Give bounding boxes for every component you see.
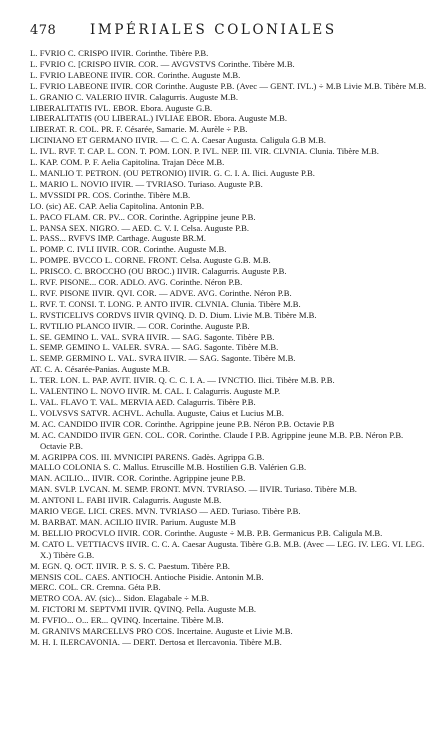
list-item: L. FVRIO LABEONE IIVIR. COR. Corinthe. Auguste M.B. — [30, 69, 241, 80]
list-item: L. VALENTINO L. NOVO IIVIR. M. CAL. I. Calagurris. Auguste M.P. — [30, 386, 281, 397]
list-item: M. AC. CANDIDO IIVIR GEN. COL. COR. Corinthe. Claude I P.B. Agrippine jeune M.B. P.B. Néron P.B. Octavie P.B. — [30, 429, 404, 451]
list-item: L. FVRIO LABEONE IIVIR. COR Corinthe. Auguste P.B. (Avec — GENT. IVL.) ÷ M.B Livie M.B. Tibère M.B. — [30, 80, 427, 91]
list-item: L. MANLIO T. PETRON. (OU PETRONIO) IIVIR. G. C. I. A. Ilici. Auguste P.B. — [30, 167, 315, 178]
list-item: L. POMPE. BVCCO L. CORNE. FRONT. Celsa. Auguste G.B. M.B. — [30, 255, 271, 266]
list-item: L. FVRIO C. CRISPO IIVIR. Corinthe. Tibère P.B. — [30, 48, 209, 58]
list-item: MAN. ACILIO... IIVIR. COR. Corinthe. Agrippine jeune P.B. — [30, 473, 246, 484]
list-item: MERC. COL. CR. Cremna. Géta P.B. — [30, 582, 161, 593]
list-item: L. POMP. C. IVLI IIVIR. COR. Corinthe. Auguste M.B. — [30, 244, 227, 255]
list-item: AT. C. A. Césarée-Panias. Auguste M.B. — [30, 364, 170, 375]
list-item: L. MVSSIDI PR. COS. Corinthe. Tibère M.B. — [30, 189, 191, 200]
list-item: M. BELLIO PROCVLO IIVIR. COR. Corinthe. Auguste ÷ M.B. P.B. Germanicus P.B. Caligula M.B. — [30, 527, 383, 538]
list-item: LICINIANO ET GERMANO IIVIR. — C. C. A. Caesar Augusta. Caligula G.B M.B. — [30, 135, 326, 146]
list-item: MENSIS COL. CAES. ANTIOCH. Antioche Pisidie. Antonin M.B. — [30, 571, 264, 582]
list-item: L. PRISCO. C. BROCCHO (OU BROC.) IIVIR. Calagurris. Auguste P.B. — [30, 266, 287, 277]
page-header — [30, 22, 432, 42]
list-item: L. PACO FLAM. CR. PV... COR. Corinthe. Agrippine jeune P.B. — [30, 211, 256, 222]
list-item: L. SEMP. GEMINO L. VALER. SVRA. — SAG. Sagonte. Tibère M.B. — [30, 342, 279, 353]
list-item: MALLO COLONIA S. C. Mallus. Etruscille M.B. Hostilien G.B. Valérien G.B. — [30, 462, 307, 473]
list-item: METRO COA. AV. (sic)... Sidon. Elagabale ÷ M.B. — [30, 593, 209, 604]
list-item: M. GRANIVS MARCELLVS PRO COS. Incertaine. Auguste et Livie M.B. — [30, 626, 293, 637]
list-item: M. AC. CANDIDO IIVIR COR. Corinthe. Agrippine jeune P.B. Néron P.B. Octavie P.B — [30, 418, 335, 429]
list-item: M. CATO L. VETTIACVS IIVIR. C. C. A. Caesar Augusta. Tibère G.B. M.B. (Avec — LEG. IV. LEG. VI. LEG. X.) Tibère G.B. — [30, 538, 425, 560]
list-item: MAN. SVLP. LVCAN. M. SEMP. FRONT. MVN. TVRIASO. — IIVIR. Turiaso. Tibère M.B. — [30, 484, 357, 495]
list-item: L. VAL. FLAVO T. VAL. MERVIA AED. Calagurris. Tibère P.B. — [30, 397, 256, 407]
list-item: M. FICTORI M. SEPTVMI IIVIR. QVINQ. Pella. Auguste M.B. — [30, 604, 257, 615]
list-item: M. FVFIO... O... ER... QVINQ. Incertaine. Tibère M.B. — [30, 615, 224, 626]
page-number: 478 — [30, 23, 57, 38]
list-item: LIBERALITATIS (OU LIBERAL.) IVLIAE EBOR. Ebora. Auguste M.B. — [30, 113, 288, 124]
list-item: L. TER. LON. L. PAP. AVIT. IIVIR. Q. C. C. I. A. — IVNCTIO. Ilici. Tibère M.B. P.B. — [30, 375, 335, 386]
list-item: L. SE. GEMINO L. VAL. SVRA IIVIR. — SAG. Sagonte. Tibère P.B. — [30, 331, 275, 342]
list-item: M. H. I. ILERCAVONIA. — DERT. Dertosa et Ilercavonia. Tibère M.B. — [30, 636, 282, 647]
list-item: L. VOLVSVS SATVR. ACHVL. Achulla. Auguste, Caius et Lucius M.B. — [30, 407, 284, 418]
list-item: LIBERALITATIS IVL. EBOR. Ebora. Auguste G.B. — [30, 102, 213, 113]
list-item: L. GRANIO C. VALERIO IIVIR. Calagurris. Auguste M.B. — [30, 91, 239, 102]
list-item: L. FVRIO C. [CRISPO IIVIR. COR. — AVGVSTVS Corinthe. Tibère M.B. — [30, 58, 295, 69]
list-item: MARIO VEGE. LICI. CRES. MVN. TVRIASO — AED. Turiaso. Tibère P.B. — [30, 506, 301, 517]
list-item: M. ANTONI L. FABI IIVIR. Calagurris. Auguste M.B. — [30, 495, 222, 506]
list-item: L. RVF. PISONE IIVIR. QVI. COR. — ADVE. AVG. Corinthe. Néron P.B. — [30, 287, 292, 298]
list-item: M. AGRIPPA COS. III. MVNICIPI PARENS. Gadès. Agrippa G.B. — [30, 451, 265, 462]
list-item: L. RVF. T. CONSI. T. LONG. P. ANTO IIVIR. CLVNIA. Clunia. Tibère M.B. — [30, 298, 301, 309]
page-title: IMPÉRIALES COLONIALES — [90, 22, 337, 38]
list-item: LO. (sic) AE. CAP. Aelia Capitolina. Antonin P.B. — [30, 200, 204, 211]
list-item: L. PASS... RVFVS IMP. Carthage. Auguste BR.M. — [30, 233, 206, 244]
list-item: L. MARIO L. NOVIO IIVIR. — TVRIASO. Turiaso. Auguste P.B. — [30, 178, 263, 189]
list-item: L. KAP. COM. P. F. Aelia Capitolina. Trajan Dèce M.B. — [30, 157, 225, 168]
list-item: LIBERAT. R. COL. PR. F. Césarée, Samarie. M. Aurèle ÷ P.B. — [30, 124, 248, 135]
list-item: M. BARBAT. MAN. ACILIO IIVIR. Parium. Auguste M.B — [30, 516, 236, 527]
list-item: L. RVF. PISONE... COR. ADLO. AVG. Corinthe. Néron P.B. — [30, 277, 243, 288]
list-item: L. RVTILIO PLANCO IIVIR. — COR. Corinthe. Auguste P.B. — [30, 320, 250, 331]
list-item: L. SEMP. GERMINO L. VAL. SVRA IIVIR. — SAG. Sagonte. Tibère M.B. — [30, 353, 296, 364]
list-item: L. IVL. RVF. T. CAP. L. CON. T. POM. LON. P. IVL. NEP. III. VIR. CLVNIA. Clunia. Tibère M.B. — [30, 146, 379, 157]
list-item: L. PANSA SEX. NIGRO. — AED. C. V. I. Celsa. Auguste P.B. — [30, 222, 250, 233]
list-item: L. RVSTICELIVS CORDVS IIVIR QVINQ. D. D. Dium. Livie M.B. Tibère M.B. — [30, 309, 317, 320]
legend-index-list — [30, 48, 432, 648]
list-item: M. EGN. Q. OCT. IIVIR. P. S. S. C. Paestum. Tibère P.B. — [30, 560, 230, 571]
